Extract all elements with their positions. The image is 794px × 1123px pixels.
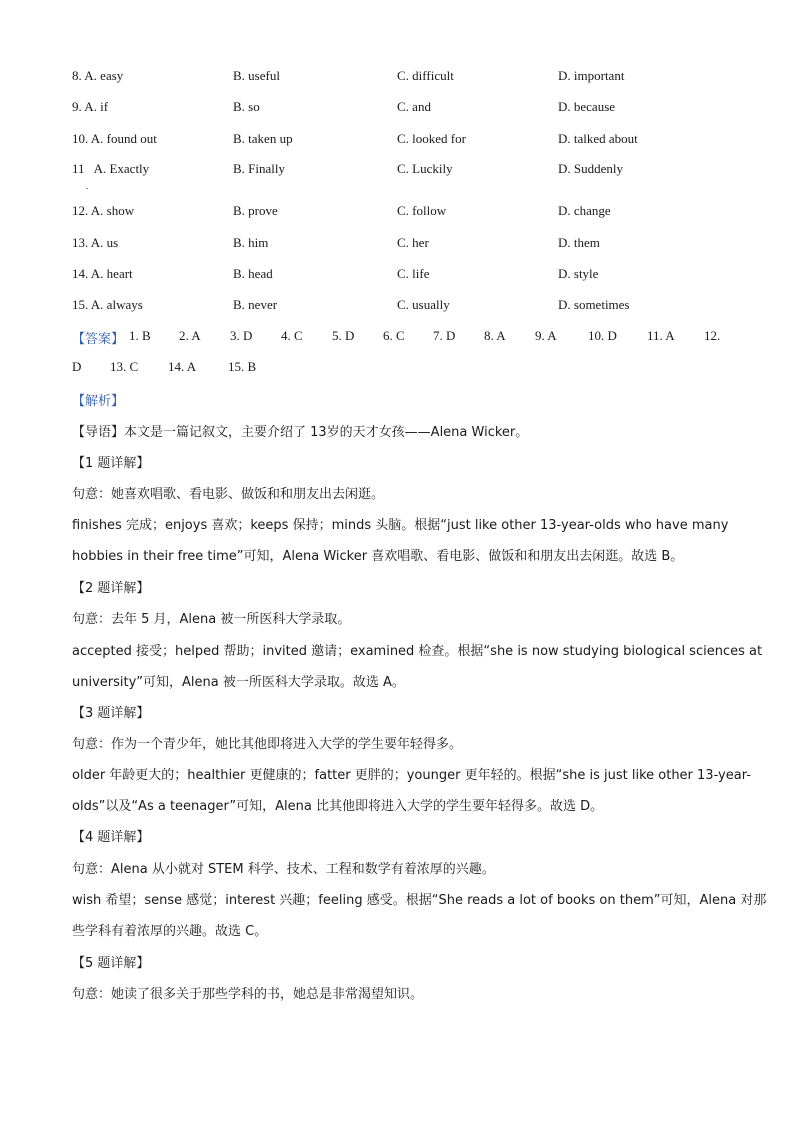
option-d: D. sometimes <box>558 297 630 312</box>
question-number: 13. A. us <box>72 235 119 250</box>
option-c: C. her <box>397 235 429 250</box>
section-title: 【3 题详解】 <box>72 706 150 721</box>
option-row-13 <box>72 235 732 255</box>
period-mark: . <box>86 181 89 191</box>
option-c: C. looked for <box>397 131 466 146</box>
section-title: 【2 题详解】 <box>72 581 150 596</box>
answer-item: 7. D <box>433 328 456 343</box>
option-b: B. Finally <box>233 161 286 176</box>
option-d: D. them <box>558 235 600 250</box>
option-row-9 <box>72 99 732 119</box>
guide-text: 【导语】本文是一篇记叙文，主要介绍了 13岁的天才女孩——Alena Wicker。 <box>72 425 529 440</box>
option-d: D. talked about <box>558 131 638 146</box>
section-line: hobbies in their free time”可知，Alena Wicker 喜欢唱歌、看电影、做饭和和朋友出去闲逛。故选 B。 <box>72 549 684 564</box>
section-meaning: 句意：去年 5 月，Alena 被一所医科大学录取。 <box>72 612 351 627</box>
option-b: B. taken up <box>233 131 293 146</box>
section-meaning: 句意：Alena 从小就对 STEM 科学、技术、工程和数学有着浓厚的兴趣。 <box>72 862 495 877</box>
option-d: D. style <box>558 266 599 281</box>
answer-tag: 【答案】 <box>72 332 125 347</box>
section-title: 【5 题详解】 <box>72 956 150 971</box>
option-b: B. never <box>233 297 278 312</box>
answer-row-1 <box>72 328 722 348</box>
section-title: 【1 题详解】 <box>72 456 150 471</box>
option-row-12 <box>72 203 732 223</box>
answer-item: 9. A <box>535 328 557 343</box>
answer-item: 1. B <box>129 328 151 343</box>
section-line: university”可知，Alena 被一所医科大学录取。故选 A。 <box>72 675 405 690</box>
option-c: C. difficult <box>397 68 454 83</box>
answer-item: 6. C <box>383 328 405 343</box>
option-row-14 <box>72 266 732 286</box>
question-number: 9. A. if <box>72 99 109 114</box>
section-meaning: 句意：作为一个青少年，她比其他即将进入大学的学生要年轻得多。 <box>72 737 463 752</box>
option-b: B. prove <box>233 203 278 218</box>
analysis-tag: 【解析】 <box>72 394 125 409</box>
answer-item: 8. A <box>484 328 506 343</box>
question-number: 8. A. easy <box>72 68 124 83</box>
answer-item: 10. D <box>588 328 617 343</box>
section-line: wish 希望；sense 感觉；interest 兴趣；feeling 感受。根据“She reads a lot of books on them”可知，Alena 对那 <box>72 893 767 908</box>
option-c: C. usually <box>397 297 450 312</box>
section-line: 些学科有着浓厚的兴趣。故选 C。 <box>72 924 268 939</box>
option-b: B. so <box>233 99 260 114</box>
section-line: finishes 完成；enjoys 喜欢；keeps 保持；minds 头脑。根据“just like other 13-year-olds who have many <box>72 518 729 533</box>
section-line: accepted 接受；helped 帮助；invited 邀请；examined 检查。根据“she is now studying biological sciences at <box>72 644 763 659</box>
answer-item: 2. A <box>179 328 201 343</box>
answer-item: D <box>72 359 82 374</box>
option-d: D. because <box>558 99 616 114</box>
question-number: 15. A. always <box>72 297 143 312</box>
answer-item: 4. C <box>281 328 303 343</box>
question-number: 12. A. show <box>72 203 135 218</box>
question-number: 10. A. found out <box>72 131 157 146</box>
section-title: 【4 题详解】 <box>72 830 150 845</box>
question-number: 11 A. Exactly <box>72 161 150 176</box>
option-row-11 <box>72 161 732 181</box>
answer-row-2 <box>72 359 722 379</box>
option-row-8 <box>72 68 732 88</box>
option-row-10 <box>72 131 732 151</box>
option-b: B. useful <box>233 68 280 83</box>
answer-item: 13. C <box>110 359 139 374</box>
section-meaning: 句意：她喜欢唱歌、看电影、做饭和和朋友出去闲逛。 <box>72 487 385 502</box>
option-d: D. important <box>558 68 625 83</box>
option-c: C. follow <box>397 203 447 218</box>
option-c: C. and <box>397 99 431 114</box>
question-number: 14. A. heart <box>72 266 133 281</box>
answer-item: 12. <box>704 328 721 343</box>
answer-item: 5. D <box>332 328 355 343</box>
section-line: olds”以及“As a teenager”可知，Alena 比其他即将进入大学的学生要年轻得多。故选 D。 <box>72 799 604 814</box>
answer-item: 3. D <box>230 328 253 343</box>
section-meaning: 句意：她读了很多关于那些学科的书，她总是非常渴望知识。 <box>72 987 424 1002</box>
answer-item: 15. B <box>228 359 257 374</box>
option-d: D. change <box>558 203 611 218</box>
option-c: C. Luckily <box>397 161 453 176</box>
option-b: B. head <box>233 266 273 281</box>
option-row-15 <box>72 297 732 317</box>
answer-item: 11. A <box>647 328 675 343</box>
option-d: D. Suddenly <box>558 161 623 176</box>
section-line: older 年龄更大的；healthier 更健康的；fatter 更胖的；younger 更年轻的。根据“she is just like other 13-year- <box>72 768 751 783</box>
option-c: C. life <box>397 266 430 281</box>
answer-item: 14. A <box>168 359 197 374</box>
option-b: B. him <box>233 235 269 250</box>
